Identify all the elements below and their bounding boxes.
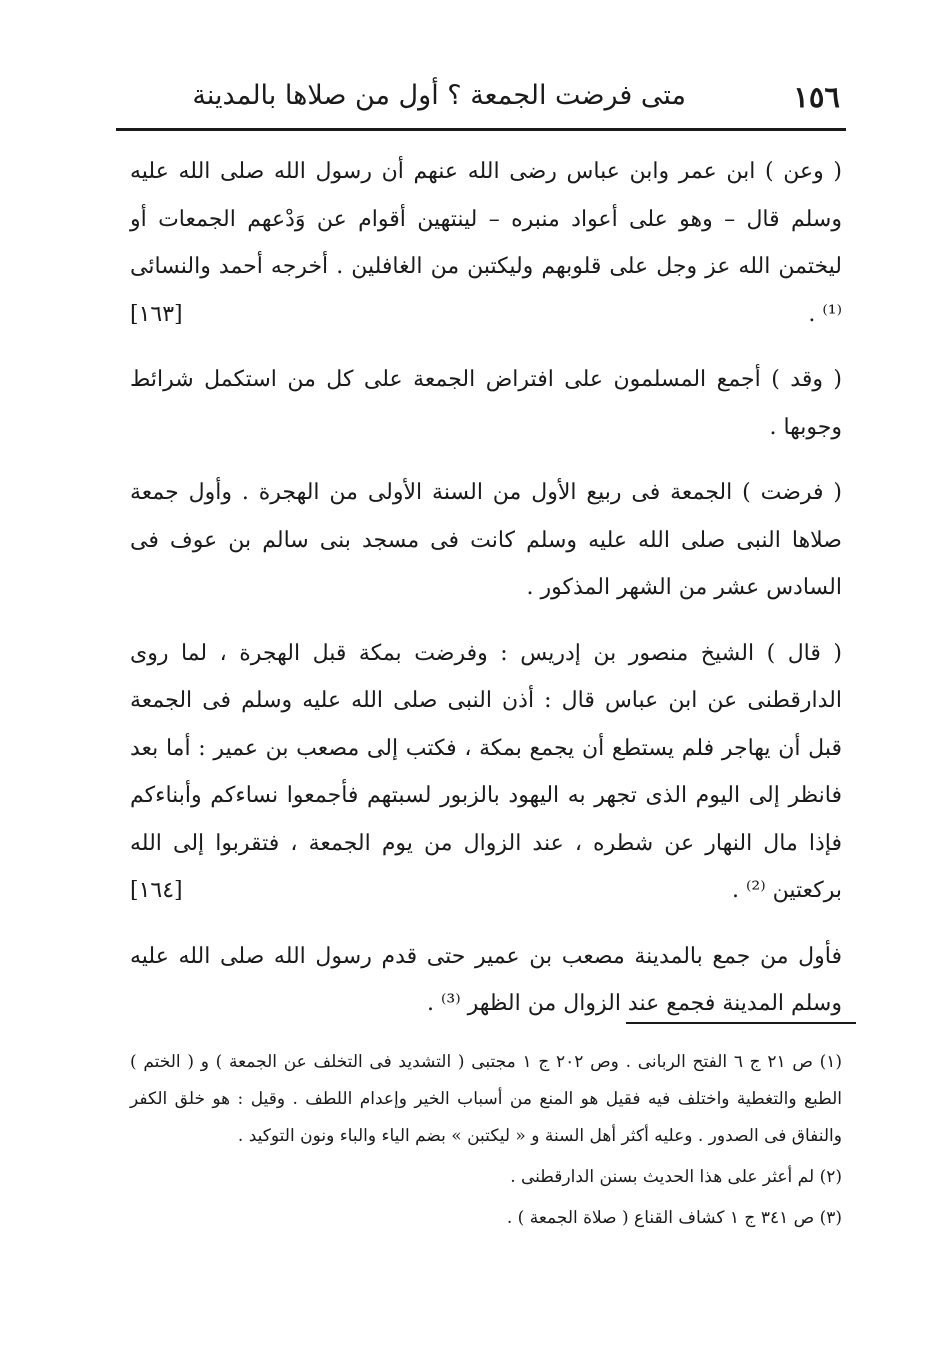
page-header — [116, 74, 846, 124]
footnotes — [130, 1044, 842, 1237]
running-title: متى فرضت الجمعة ؟ أول من صلاها بالمدينة — [192, 80, 686, 111]
hadith-reference-number: [١٦٤] — [130, 878, 183, 903]
footnote-2: (٢) لم أعثر على هذا الحديث بسنن الدارقطنى . — [510, 1167, 842, 1187]
paragraph-text: ( فرضت ) الجمعة فى ربيع الأول من السنة الأولى من الهجرة . وأول جمعة صلاها النبى صلى الله عليه وسلم كانت فى مسجد بنى سالم بن عوف فى السادس عشر من الشهر المذكور . — [130, 480, 842, 600]
paragraph-consensus — [130, 356, 842, 451]
paragraph-text: ( وعن ) ابن عمر وابن عباس رضى الله عنهم أن رسول الله صلى الله عليه وسلم قال – وهو على أعواد منبره – لينتهين أقوام عن وَدْعهم الجمعات أو ليختمن الله عز وجل على قلوبهم وليكتبن من الغافلين . أخرجه أحمد والنسائى ⁽¹⁾ . — [130, 159, 842, 327]
paragraph-first-in-medina — [130, 933, 842, 1028]
footnote-3: (٣) ص ٣٤١ ج ١ كشاف القناع ( صلاة الجمعة ) . — [506, 1208, 842, 1228]
paragraph-mansour-ibn-idris — [130, 630, 842, 915]
paragraph-text: ( قال ) الشيخ منصور بن إدريس : وفرضت بمكة قبل الهجرة ، لما روى الدارقطنى عن ابن عباس قال : أذن النبى صلى الله عليه وسلم فى الجمعة قبل أن يهاجر فلم يستطع أن يجمع بمكة ، فكتب إلى مصعب بن عمير : أما بعد فانظر إلى اليوم الذى تجهر به اليهود بالزبور لسبتهم فأجمعوا نساءكم وأبناءكم فإذا مال النهار عن شطره ، عند الزوال من يوم الجمعة ، فتقربوا إلى الله بركعتين ⁽²⁾ . — [130, 640, 842, 903]
footnote-1: (١) ص ٢١ ج ٦ الفتح الربانى . وص ٢٠٢ ج ١ مجتبى ( التشديد فى التخلف عن الجمعة ) و ( الختم ) الطبع والتغطية واختلف فيه فقيل هو المنع من أسباب الخير وإعدام اللطف . وقيل : هو خلق الكفر والنفاق فى الصدور . وعليه أكثر أهل السنة و « ليكتبن » بضم الياء والباء ونون التوكيد . — [130, 1052, 842, 1146]
page-number: ١٥٦ — [793, 80, 840, 114]
paragraph-when-prescribed — [130, 469, 842, 612]
paragraph-text: ( وقد ) أجمع المسلمون على افتراض الجمعة على كل من استكمل شرائط وجوبها . — [130, 367, 842, 440]
main-text — [130, 148, 842, 1046]
paragraph-text: فأول من جمع بالمدينة مصعب بن عمير حتى قدم رسول الله صلى الله عليه وسلم المدينة فجمع عند الزوال من الظهر ⁽³⁾ . — [130, 943, 842, 1016]
hadith-reference-number: [١٦٣] — [130, 301, 183, 327]
paragraph-hadith-friday-neglect — [130, 148, 842, 338]
footnote-rule — [626, 1022, 856, 1024]
header-rule — [116, 128, 846, 131]
